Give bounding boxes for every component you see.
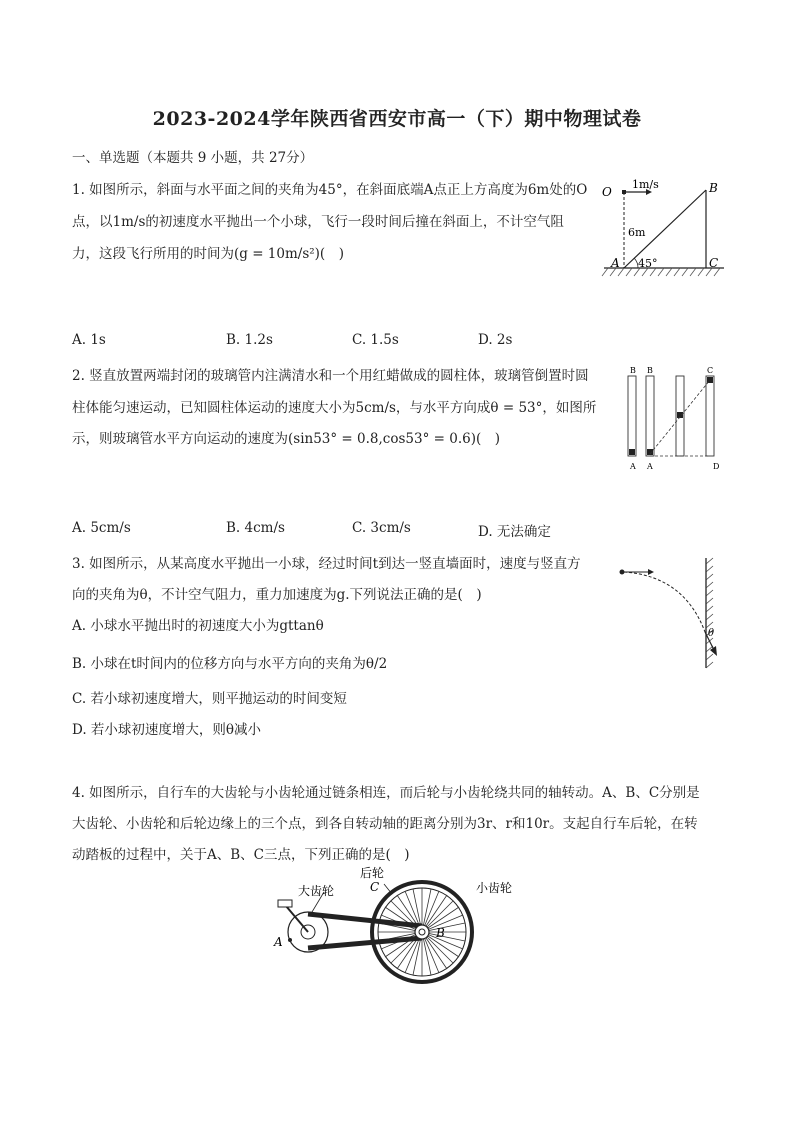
q2-line-2: 柱体能匀速运动，已知圆柱体运动的速度大小为5cm/s，与水平方向成θ = 53°，如图所 <box>72 400 597 416</box>
q1-option-d: D. 2s <box>478 332 513 348</box>
q3-option-b: B. 小球在t时间内的位移方向与水平方向的夹角为θ/2 <box>72 656 388 672</box>
q1-line-3: 力，这段飞行所用的时间为(g = 10m/s²)( ) <box>72 246 344 262</box>
q4-label-b: B <box>436 926 445 940</box>
q3-line-1: 3. 如图所示，从某高度水平抛出一小球，经过时间t到达一竖直墙面时，速度与竖直方 <box>72 556 581 572</box>
q3-option-d: D. 若小球初速度增大，则θ减小 <box>72 722 262 738</box>
q2-option-a: A. 5cm/s <box>72 520 131 536</box>
page-title: 2023-2024学年陕西省西安市高一（下）期中物理试卷 <box>152 108 642 130</box>
section-heading: 一、单选题（本题共 9 小题，共 27分） <box>72 150 314 166</box>
q4-label-big-gear: 大齿轮 <box>298 884 335 898</box>
q1-label-angle: 45° <box>638 257 658 270</box>
q1-line-1: 1. 如图所示，斜面与水平面之间的夹角为45°，在斜面底端A点正上方高度为6m处的O <box>72 182 588 198</box>
q1-option-b: B. 1.2s <box>226 332 273 348</box>
q3-option-a: A. 小球水平抛出时的初速度大小为gttanθ <box>72 618 324 634</box>
q1-label-o: O <box>602 185 612 199</box>
q2-option-b: B. 4cm/s <box>226 520 285 536</box>
q1-label-b: B <box>709 181 718 195</box>
q2-label-b2: B <box>647 366 653 375</box>
q1-label-a: A <box>611 256 620 270</box>
q3-wall-figure <box>614 556 726 672</box>
q2-label-a1: A <box>630 462 636 471</box>
q1-incline-figure <box>598 172 730 284</box>
q1-option-a: A. 1s <box>72 332 106 348</box>
q2-tube-figure <box>620 362 730 474</box>
q2-label-b1: B <box>630 366 636 375</box>
q3-option-c: C. 若小球初速度增大，则平抛运动的时间变短 <box>72 691 347 707</box>
q4-label-c: C <box>370 880 380 894</box>
q1-line-2: 点，以1m/s的初速度水平抛出一个小球，飞行一段时间后撞在斜面上，不计空气阻 <box>72 214 564 230</box>
q1-label-speed: 1m/s <box>632 178 659 191</box>
q4-label-a: A <box>274 935 283 949</box>
q2-line-1: 2. 竖直放置两端封闭的玻璃管内注满清水和一个用红蜡做成的圆柱体，玻璃管倒置时圆 <box>72 368 589 384</box>
q2-line-3: 示，则玻璃管水平方向运动的速度为(sin53° = 0.8,cos53° = 0.6)( ) <box>72 431 500 447</box>
q1-option-c: C. 1.5s <box>352 332 399 348</box>
q4-line-2: 大齿轮、小齿轮和后轮边缘上的三个点，到各自转动轴的距离分别为3r、r和10r。支起自行车后轮，在转 <box>72 816 698 832</box>
q4-bicycle-figure <box>266 862 530 986</box>
q2-label-d: D <box>713 462 720 471</box>
q2-label-c: C <box>707 366 714 375</box>
q1-label-c: C <box>709 256 719 270</box>
q4-line-3: 动踏板的过程中，关于A、B、C三点，下列正确的是( ) <box>72 847 410 863</box>
q2-option-d: D. 无法确定 <box>478 524 551 540</box>
q1-label-height: 6m <box>628 226 646 239</box>
q4-line-1: 4. 如图所示，自行车的大齿轮与小齿轮通过链条相连，而后轮与小齿轮绕共同的轴转动。A、B、C分别是 <box>72 785 700 801</box>
q4-label-small-gear: 小齿轮 <box>476 881 513 895</box>
q2-option-c: C. 3cm/s <box>352 520 411 536</box>
q2-label-a2: A <box>647 462 653 471</box>
q4-label-rear-wheel: 后轮 <box>360 866 385 880</box>
q3-line-2: 向的夹角为θ，不计空气阻力，重力加速度为g.下列说法正确的是( ) <box>72 587 482 603</box>
q3-label-theta: θ <box>708 628 715 639</box>
